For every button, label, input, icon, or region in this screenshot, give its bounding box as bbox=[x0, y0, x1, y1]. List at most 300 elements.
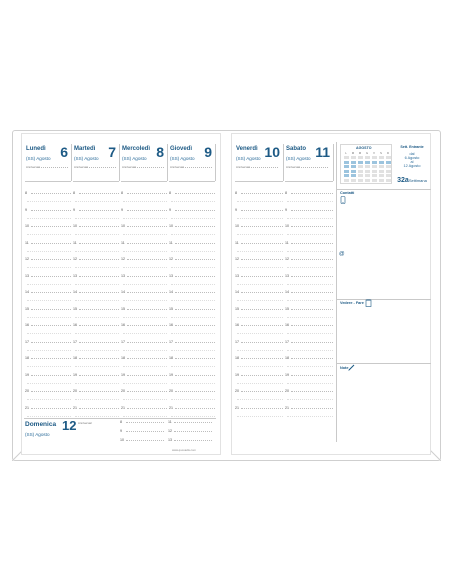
hour-line bbox=[79, 292, 119, 293]
hour-number: 18 bbox=[169, 356, 173, 360]
hour-line bbox=[291, 259, 333, 260]
hour-line bbox=[241, 325, 283, 326]
hour-number: 9 bbox=[73, 207, 75, 212]
hour-number: 8 bbox=[25, 191, 27, 195]
hour-number: 16 bbox=[285, 323, 289, 327]
day-note-label: Anniversari bbox=[74, 165, 88, 169]
hour-line bbox=[175, 226, 215, 227]
hour-number: 11 bbox=[73, 240, 77, 245]
half-hour-line bbox=[27, 251, 71, 252]
hour-line bbox=[127, 358, 167, 359]
day-header-underline bbox=[169, 181, 215, 182]
hour-line bbox=[127, 408, 167, 409]
half-hour-line bbox=[123, 234, 167, 235]
mini-calendar-cell bbox=[386, 170, 391, 173]
half-hour-line bbox=[287, 218, 333, 219]
mini-calendar-weekday: V bbox=[373, 152, 375, 155]
day-header-underline bbox=[285, 181, 333, 182]
right-page bbox=[231, 133, 431, 455]
hour-number: 13 bbox=[121, 273, 125, 278]
mini-calendar-cell bbox=[372, 161, 377, 164]
hour-line bbox=[291, 243, 333, 244]
day-header bbox=[72, 144, 120, 181]
mini-calendar-cell bbox=[365, 161, 370, 164]
hour-line bbox=[31, 193, 71, 194]
hour-number: 12 bbox=[121, 257, 125, 261]
day-note-label: Anniversari bbox=[26, 165, 40, 169]
half-hour-line bbox=[171, 251, 215, 252]
hour-line bbox=[291, 193, 333, 194]
half-hour-line bbox=[123, 350, 167, 351]
mini-calendar-cell bbox=[351, 156, 356, 159]
hour-line bbox=[291, 226, 333, 227]
day-subtitle: (SS) Agosto bbox=[170, 156, 195, 161]
day-subtitle: (SS) Agosto bbox=[74, 156, 99, 161]
hour-number: 13 bbox=[25, 273, 29, 278]
mini-calendar-cell bbox=[358, 179, 363, 182]
mini-calendar-cell bbox=[379, 165, 384, 168]
sunday-name: Domenica bbox=[25, 421, 57, 428]
hour-line bbox=[241, 259, 283, 260]
mini-calendar-cell bbox=[358, 156, 363, 159]
hour-number: 11 bbox=[285, 240, 289, 245]
hour-number: 8 bbox=[73, 191, 75, 195]
hour-number: 15 bbox=[285, 306, 289, 311]
half-hour-line bbox=[287, 317, 333, 318]
hour-line bbox=[79, 358, 119, 359]
half-hour-line bbox=[27, 416, 71, 417]
half-hour-line bbox=[237, 300, 283, 301]
half-hour-line bbox=[171, 383, 215, 384]
day-header-underline bbox=[235, 181, 283, 182]
sunday-hour-number: 10 bbox=[120, 438, 124, 442]
half-hour-line bbox=[27, 399, 71, 400]
hour-line bbox=[31, 210, 71, 211]
hour-line bbox=[241, 210, 283, 211]
vedere-fare-divider bbox=[337, 299, 431, 300]
day-note-label: Anniversari bbox=[236, 165, 250, 169]
hour-number: 15 bbox=[73, 306, 77, 311]
hour-number: 18 bbox=[73, 356, 77, 360]
day-note-line bbox=[134, 167, 164, 168]
hour-line bbox=[175, 276, 215, 277]
mini-calendar-cell bbox=[386, 179, 391, 182]
mini-calendar-cell bbox=[351, 165, 356, 168]
hour-line bbox=[79, 391, 119, 392]
hour-line bbox=[31, 325, 71, 326]
left-page bbox=[21, 133, 221, 455]
half-hour-line bbox=[75, 234, 119, 235]
hour-line bbox=[127, 276, 167, 277]
hour-number: 21 bbox=[285, 405, 289, 410]
half-hour-line bbox=[171, 300, 215, 301]
hour-line bbox=[31, 391, 71, 392]
hour-number: 16 bbox=[235, 323, 239, 327]
hour-number: 11 bbox=[25, 240, 29, 245]
mini-calendar-cell bbox=[379, 156, 384, 159]
half-hour-line bbox=[287, 234, 333, 235]
day-subtitle: (SS) Agosto bbox=[26, 156, 51, 161]
hour-number: 14 bbox=[285, 290, 289, 294]
hour-number: 8 bbox=[121, 191, 123, 195]
hour-number: 19 bbox=[169, 372, 173, 377]
mini-calendar-cell bbox=[358, 174, 363, 177]
hour-line bbox=[175, 408, 215, 409]
hour-number: 15 bbox=[121, 306, 125, 311]
mini-calendar-cell bbox=[379, 170, 384, 173]
hour-number: 21 bbox=[73, 405, 77, 410]
day-name: Martedì bbox=[74, 146, 96, 152]
sunday-hour-line bbox=[174, 431, 212, 432]
half-hour-line bbox=[237, 234, 283, 235]
hour-number: 15 bbox=[235, 306, 239, 311]
phone-icon bbox=[340, 196, 346, 204]
svg-text:@: @ bbox=[339, 251, 345, 256]
half-hour-line bbox=[171, 416, 215, 417]
hour-line bbox=[241, 358, 283, 359]
half-hour-line bbox=[27, 300, 71, 301]
day-note-label: Anniversari bbox=[170, 165, 184, 169]
mini-calendar-cell bbox=[372, 174, 377, 177]
hour-number: 10 bbox=[235, 224, 239, 228]
hour-line bbox=[79, 408, 119, 409]
half-hour-line bbox=[75, 218, 119, 219]
mini-calendar-cell bbox=[344, 179, 349, 182]
day-number: 10 bbox=[264, 144, 280, 160]
hour-line bbox=[175, 309, 215, 310]
day-note-line bbox=[182, 167, 212, 168]
half-hour-line bbox=[171, 218, 215, 219]
day-note-label: Anniversari bbox=[286, 165, 300, 169]
day-subtitle: (SS) Agosto bbox=[236, 156, 261, 161]
day-note-label: Anniversari bbox=[122, 165, 136, 169]
day-name: Lunedì bbox=[26, 146, 46, 152]
right-column-divider bbox=[336, 142, 337, 442]
mini-calendar-cell bbox=[386, 161, 391, 164]
note-heading: Note bbox=[340, 366, 349, 370]
hour-line bbox=[79, 210, 119, 211]
half-hour-line bbox=[123, 300, 167, 301]
hour-line bbox=[79, 342, 119, 343]
mini-calendar-cell bbox=[344, 161, 349, 164]
half-hour-line bbox=[27, 366, 71, 367]
sunday-hour-line bbox=[126, 431, 164, 432]
mini-calendar-cell bbox=[344, 156, 349, 159]
hour-line bbox=[31, 342, 71, 343]
hour-line bbox=[291, 342, 333, 343]
sunday-note: Anniversari bbox=[78, 421, 92, 425]
hour-line bbox=[127, 210, 167, 211]
half-hour-line bbox=[27, 267, 71, 268]
sunday-hour-number: 13 bbox=[168, 438, 172, 442]
hour-number: 10 bbox=[285, 224, 289, 228]
hour-number: 19 bbox=[235, 372, 239, 377]
mini-calendar-cell bbox=[372, 179, 377, 182]
hour-number: 13 bbox=[285, 273, 289, 278]
hour-line bbox=[291, 375, 333, 376]
half-hour-line bbox=[171, 366, 215, 367]
hour-number: 20 bbox=[169, 389, 173, 393]
half-hour-line bbox=[27, 218, 71, 219]
at-sign-icon bbox=[339, 250, 345, 256]
hour-line bbox=[127, 292, 167, 293]
hour-number: 14 bbox=[169, 290, 173, 294]
hour-number: 14 bbox=[121, 290, 125, 294]
hour-line bbox=[175, 243, 215, 244]
hour-line bbox=[241, 243, 283, 244]
mini-calendar-cell bbox=[358, 170, 363, 173]
hour-line bbox=[79, 276, 119, 277]
hour-line bbox=[175, 375, 215, 376]
hour-number: 13 bbox=[235, 273, 239, 278]
hour-number: 10 bbox=[169, 224, 173, 228]
hour-line bbox=[175, 342, 215, 343]
hour-number: 9 bbox=[25, 207, 27, 212]
day-name: Mercoledì bbox=[122, 146, 151, 152]
hour-number: 17 bbox=[25, 339, 29, 344]
mini-calendar-cell bbox=[365, 170, 370, 173]
mini-calendar-cell bbox=[379, 179, 384, 182]
hour-line bbox=[79, 193, 119, 194]
hour-line bbox=[175, 292, 215, 293]
half-hour-line bbox=[171, 399, 215, 400]
half-hour-line bbox=[75, 416, 119, 417]
day-number: 7 bbox=[108, 144, 116, 160]
half-hour-line bbox=[123, 267, 167, 268]
hour-line bbox=[241, 391, 283, 392]
hour-line bbox=[175, 325, 215, 326]
hour-number: 16 bbox=[25, 323, 29, 327]
sunday-hour-line bbox=[126, 422, 164, 423]
hour-number: 12 bbox=[235, 257, 239, 261]
contatti-heading: Contatti bbox=[340, 191, 355, 195]
mini-calendar-cell bbox=[386, 165, 391, 168]
hour-number: 13 bbox=[73, 273, 77, 278]
hour-line bbox=[127, 226, 167, 227]
sunday-hour-number: 11 bbox=[168, 420, 172, 424]
mini-calendar-cell bbox=[365, 174, 370, 177]
half-hour-line bbox=[287, 267, 333, 268]
half-hour-line bbox=[27, 284, 71, 285]
half-hour-line bbox=[123, 218, 167, 219]
week-number: 32a bbox=[397, 177, 409, 184]
week-info-start: 6 Agosto bbox=[404, 156, 420, 160]
hour-line bbox=[291, 276, 333, 277]
hour-line bbox=[291, 210, 333, 211]
half-hour-line bbox=[171, 234, 215, 235]
half-hour-line bbox=[287, 201, 333, 202]
half-hour-line bbox=[123, 333, 167, 334]
sunday-box bbox=[24, 418, 77, 444]
hour-line bbox=[241, 309, 283, 310]
hour-number: 15 bbox=[169, 306, 173, 311]
half-hour-line bbox=[75, 383, 119, 384]
half-hour-line bbox=[75, 251, 119, 252]
day-number: 11 bbox=[315, 144, 330, 160]
half-hour-line bbox=[237, 399, 283, 400]
mini-calendar-cell bbox=[351, 179, 356, 182]
mini-calendar-weekday: L bbox=[345, 152, 347, 155]
hour-number: 19 bbox=[121, 372, 125, 377]
half-hour-line bbox=[287, 251, 333, 252]
hour-number: 14 bbox=[25, 290, 29, 294]
mini-calendar-cell bbox=[379, 174, 384, 177]
mini-calendar-cell bbox=[372, 165, 377, 168]
hour-line bbox=[79, 309, 119, 310]
mini-calendar-cell bbox=[358, 165, 363, 168]
hour-line bbox=[79, 325, 119, 326]
hour-line bbox=[291, 408, 333, 409]
half-hour-line bbox=[237, 383, 283, 384]
day-header-underline bbox=[121, 181, 167, 182]
hour-number: 18 bbox=[121, 356, 125, 360]
half-hour-line bbox=[75, 300, 119, 301]
hour-number: 10 bbox=[121, 224, 125, 228]
hour-line bbox=[127, 325, 167, 326]
hour-line bbox=[31, 243, 71, 244]
hour-number: 21 bbox=[25, 405, 29, 410]
half-hour-line bbox=[237, 251, 283, 252]
hour-number: 17 bbox=[121, 339, 125, 344]
day-number: 9 bbox=[204, 144, 212, 160]
mini-calendar-weekday: M bbox=[351, 152, 355, 155]
day-subtitle: (SS) Agosto bbox=[286, 156, 311, 161]
day-note-line bbox=[248, 167, 278, 168]
hour-line bbox=[79, 226, 119, 227]
day-number: 8 bbox=[156, 144, 164, 160]
half-hour-line bbox=[237, 416, 283, 417]
day-name: Sabato bbox=[286, 146, 307, 152]
day-header bbox=[284, 144, 334, 181]
half-hour-line bbox=[237, 366, 283, 367]
half-hour-line bbox=[123, 383, 167, 384]
mini-calendar-cell bbox=[351, 170, 356, 173]
mini-calendar-cell bbox=[372, 170, 377, 173]
hour-number: 9 bbox=[121, 207, 123, 212]
half-hour-line bbox=[75, 284, 119, 285]
week-info-title: Sett. Entrante bbox=[400, 145, 424, 149]
hour-line bbox=[291, 391, 333, 392]
hour-line bbox=[79, 375, 119, 376]
half-hour-line bbox=[171, 333, 215, 334]
half-hour-line bbox=[75, 267, 119, 268]
hour-number: 8 bbox=[235, 191, 237, 195]
hour-line bbox=[127, 193, 167, 194]
half-hour-line bbox=[287, 399, 333, 400]
hour-number: 8 bbox=[169, 191, 171, 195]
hour-line bbox=[127, 309, 167, 310]
half-hour-line bbox=[237, 350, 283, 351]
sunday-hour-line bbox=[174, 422, 212, 423]
vedere-fare-heading: Vedere - Fare bbox=[340, 301, 364, 305]
hour-number: 17 bbox=[235, 339, 239, 344]
half-hour-line bbox=[287, 284, 333, 285]
hour-number: 19 bbox=[285, 372, 289, 377]
half-hour-line bbox=[123, 201, 167, 202]
half-hour-line bbox=[237, 333, 283, 334]
hour-number: 21 bbox=[121, 405, 125, 410]
mini-calendar-cell bbox=[358, 161, 363, 164]
hour-number: 14 bbox=[235, 290, 239, 294]
hour-line bbox=[291, 292, 333, 293]
contatti-divider bbox=[337, 189, 431, 190]
hour-number: 18 bbox=[285, 356, 289, 360]
hour-number: 14 bbox=[73, 290, 77, 294]
hour-number: 11 bbox=[169, 240, 173, 245]
hour-number: 16 bbox=[73, 323, 77, 327]
hour-number: 12 bbox=[285, 257, 289, 261]
hour-number: 15 bbox=[25, 306, 29, 311]
half-hour-line bbox=[75, 350, 119, 351]
hour-line bbox=[31, 276, 71, 277]
half-hour-line bbox=[123, 317, 167, 318]
mini-calendar-cell bbox=[351, 161, 356, 164]
mini-calendar-cell bbox=[379, 161, 384, 164]
hour-line bbox=[291, 358, 333, 359]
hour-line bbox=[241, 292, 283, 293]
hour-line bbox=[127, 375, 167, 376]
hour-line bbox=[31, 292, 71, 293]
hour-number: 12 bbox=[73, 257, 77, 261]
half-hour-line bbox=[75, 317, 119, 318]
hour-number: 17 bbox=[285, 339, 289, 344]
half-hour-line bbox=[27, 317, 71, 318]
half-hour-line bbox=[287, 300, 333, 301]
footer-url: www.quovadis.com bbox=[172, 448, 196, 452]
hour-line bbox=[175, 210, 215, 211]
hour-line bbox=[31, 259, 71, 260]
mini-calendar-weekday: S bbox=[380, 152, 382, 155]
hour-number: 17 bbox=[169, 339, 173, 344]
hour-line bbox=[175, 358, 215, 359]
mini-calendar-cell bbox=[365, 156, 370, 159]
half-hour-line bbox=[123, 251, 167, 252]
hour-line bbox=[31, 226, 71, 227]
day-subtitle: (SS) Agosto bbox=[122, 156, 147, 161]
day-header-underline bbox=[25, 181, 71, 182]
mini-calendar-cell bbox=[386, 156, 391, 159]
sunday-hour-line bbox=[126, 440, 164, 441]
hour-number: 10 bbox=[25, 224, 29, 228]
hour-line bbox=[31, 408, 71, 409]
hour-number: 20 bbox=[25, 389, 29, 393]
mini-calendar-weekday: G bbox=[365, 152, 369, 155]
half-hour-line bbox=[237, 218, 283, 219]
hour-line bbox=[241, 408, 283, 409]
mini-calendar-weekday: M bbox=[358, 152, 362, 155]
half-hour-line bbox=[287, 333, 333, 334]
half-hour-line bbox=[123, 399, 167, 400]
hour-line bbox=[241, 276, 283, 277]
hour-line bbox=[31, 309, 71, 310]
hour-number: 20 bbox=[73, 389, 77, 393]
hour-line bbox=[79, 243, 119, 244]
half-hour-line bbox=[75, 201, 119, 202]
mini-calendar-cell bbox=[351, 174, 356, 177]
half-hour-line bbox=[27, 201, 71, 202]
hour-line bbox=[291, 325, 333, 326]
half-hour-line bbox=[27, 234, 71, 235]
hour-number: 9 bbox=[235, 207, 237, 212]
sunday-hour-number: 9 bbox=[120, 429, 122, 433]
hour-number: 9 bbox=[169, 207, 171, 212]
half-hour-line bbox=[171, 350, 215, 351]
half-hour-line bbox=[75, 333, 119, 334]
half-hour-line bbox=[237, 284, 283, 285]
hour-number: 13 bbox=[169, 273, 173, 278]
day-note-line bbox=[298, 167, 328, 168]
half-hour-line bbox=[75, 366, 119, 367]
